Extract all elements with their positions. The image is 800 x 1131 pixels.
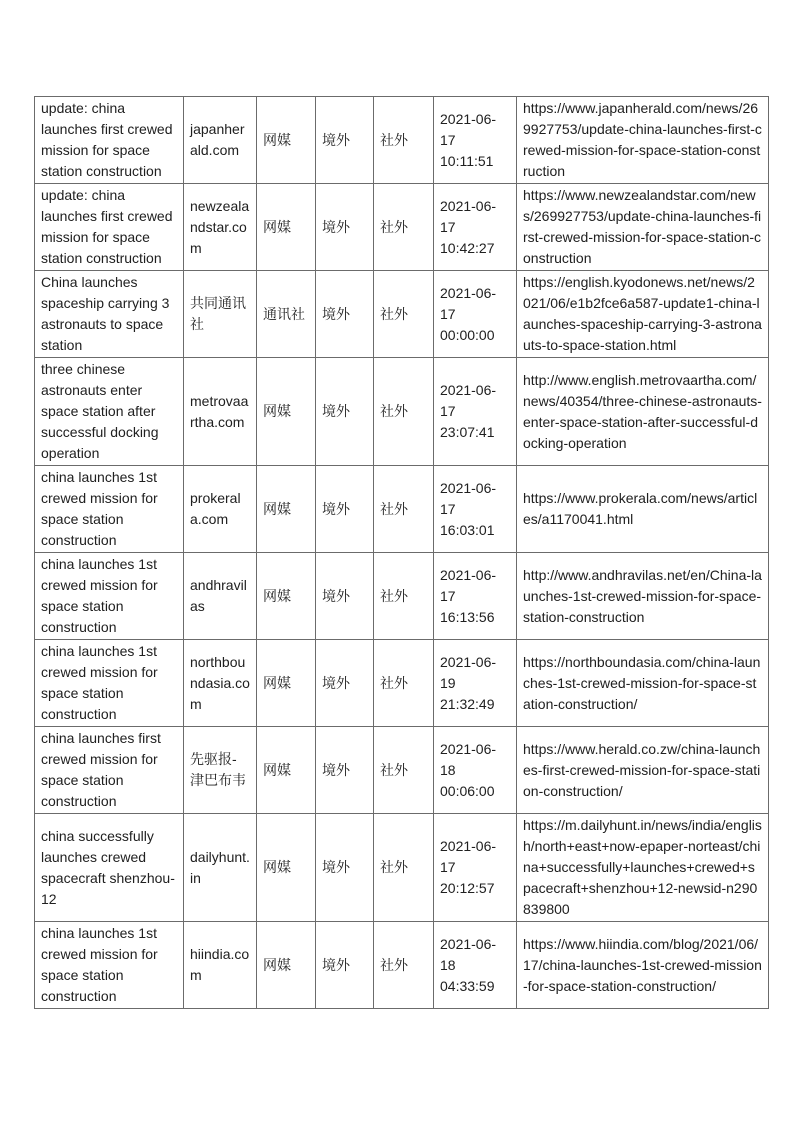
cell-scope: 社外: [374, 922, 434, 1009]
cell-media-type: 网媒: [257, 184, 316, 271]
cell-article-title: China launches spaceship carrying 3 astronauts to space station: [35, 271, 184, 358]
cell-source-name: 先驱报-津巴布韦: [184, 727, 257, 814]
cell-region: 境外: [316, 727, 374, 814]
cell-source-name: prokerala.com: [184, 466, 257, 553]
cell-article-url: https://northboundasia.com/china-launches-1st-crewed-mission-for-space-station-construction/: [517, 640, 769, 727]
cell-scope: 社外: [374, 97, 434, 184]
cell-source-name: andhravilas: [184, 553, 257, 640]
cell-datetime: 2021-06-17 10:11:51: [434, 97, 517, 184]
cell-datetime: 2021-06-17 00:00:00: [434, 271, 517, 358]
table-row: [35, 184, 769, 271]
table-row: [35, 640, 769, 727]
table-row: [35, 466, 769, 553]
cell-source-name: newzealandstar.com: [184, 184, 257, 271]
cell-article-url: https://www.prokerala.com/news/articles/a1170041.html: [517, 466, 769, 553]
cell-article-url: https://www.newzealandstar.com/news/269927753/update-china-launches-first-crewed-mission-for-space-station-construction: [517, 184, 769, 271]
cell-datetime: 2021-06-18 04:33:59: [434, 922, 517, 1009]
cell-source-name: northboundasia.com: [184, 640, 257, 727]
cell-article-url: https://www.herald.co.zw/china-launches-first-crewed-mission-for-space-station-construction/: [517, 727, 769, 814]
cell-scope: 社外: [374, 271, 434, 358]
cell-region: 境外: [316, 640, 374, 727]
cell-source-name: hiindia.com: [184, 922, 257, 1009]
table-row: [35, 358, 769, 466]
table-row: [35, 922, 769, 1009]
cell-scope: 社外: [374, 553, 434, 640]
cell-article-url: http://www.andhravilas.net/en/China-launches-1st-crewed-mission-for-space-station-construction: [517, 553, 769, 640]
news-table-body: [35, 97, 769, 1009]
cell-media-type: 网媒: [257, 727, 316, 814]
cell-article-url: http://www.english.metrovaartha.com/news/40354/three-chinese-astronauts-enter-space-station-after-successful-docking-operation: [517, 358, 769, 466]
cell-scope: 社外: [374, 466, 434, 553]
cell-article-title: china launches 1st crewed mission for space station construction: [35, 640, 184, 727]
cell-article-title: china launches 1st crewed mission for space station construction: [35, 922, 184, 1009]
cell-datetime: 2021-06-17 10:42:27: [434, 184, 517, 271]
cell-region: 境外: [316, 922, 374, 1009]
cell-source-name: 共同通讯社: [184, 271, 257, 358]
cell-media-type: 网媒: [257, 553, 316, 640]
cell-article-title: update: china launches first crewed mission for space station construction: [35, 97, 184, 184]
cell-media-type: 网媒: [257, 97, 316, 184]
table-row: [35, 97, 769, 184]
cell-article-url: https://www.hiindia.com/blog/2021/06/17/china-launches-1st-crewed-mission-for-space-station-construction/: [517, 922, 769, 1009]
cell-media-type: 网媒: [257, 640, 316, 727]
cell-scope: 社外: [374, 814, 434, 922]
cell-media-type: 网媒: [257, 358, 316, 466]
cell-scope: 社外: [374, 640, 434, 727]
cell-article-title: china launches first crewed mission for space station construction: [35, 727, 184, 814]
cell-source-name: japanherald.com: [184, 97, 257, 184]
cell-datetime: 2021-06-17 23:07:41: [434, 358, 517, 466]
cell-scope: 社外: [374, 358, 434, 466]
cell-source-name: metrovaartha.com: [184, 358, 257, 466]
cell-source-name: dailyhunt.in: [184, 814, 257, 922]
cell-region: 境外: [316, 466, 374, 553]
cell-datetime: 2021-06-18 00:06:00: [434, 727, 517, 814]
cell-datetime: 2021-06-19 21:32:49: [434, 640, 517, 727]
cell-datetime: 2021-06-17 16:03:01: [434, 466, 517, 553]
cell-article-title: china launches 1st crewed mission for space station construction: [35, 466, 184, 553]
cell-article-title: three chinese astronauts enter space station after successful docking operation: [35, 358, 184, 466]
cell-article-url: https://www.japanherald.com/news/269927753/update-china-launches-first-crewed-mission-for-space-station-construction: [517, 97, 769, 184]
news-articles-table: [34, 96, 769, 1009]
table-row: [35, 553, 769, 640]
cell-article-title: update: china launches first crewed mission for space station construction: [35, 184, 184, 271]
cell-article-url: https://m.dailyhunt.in/news/india/english/north+east+now-epaper-norteast/china+successfully+launches+crewed+spacecraft+shenzhou+12-newsid-n290839800: [517, 814, 769, 922]
cell-scope: 社外: [374, 184, 434, 271]
cell-media-type: 通讯社: [257, 271, 316, 358]
cell-region: 境外: [316, 271, 374, 358]
cell-article-title: china successfully launches crewed spacecraft shenzhou-12: [35, 814, 184, 922]
cell-datetime: 2021-06-17 20:12:57: [434, 814, 517, 922]
cell-region: 境外: [316, 814, 374, 922]
cell-scope: 社外: [374, 727, 434, 814]
cell-article-url: https://english.kyodonews.net/news/2021/06/e1b2fce6a587-update1-china-launches-spaceship-carrying-3-astronauts-to-space-station.html: [517, 271, 769, 358]
cell-media-type: 网媒: [257, 814, 316, 922]
cell-article-title: china launches 1st crewed mission for space station construction: [35, 553, 184, 640]
cell-region: 境外: [316, 184, 374, 271]
cell-media-type: 网媒: [257, 922, 316, 1009]
cell-datetime: 2021-06-17 16:13:56: [434, 553, 517, 640]
cell-region: 境外: [316, 97, 374, 184]
table-row: [35, 727, 769, 814]
table-row: [35, 271, 769, 358]
table-row: [35, 814, 769, 922]
cell-region: 境外: [316, 358, 374, 466]
cell-media-type: 网媒: [257, 466, 316, 553]
cell-region: 境外: [316, 553, 374, 640]
